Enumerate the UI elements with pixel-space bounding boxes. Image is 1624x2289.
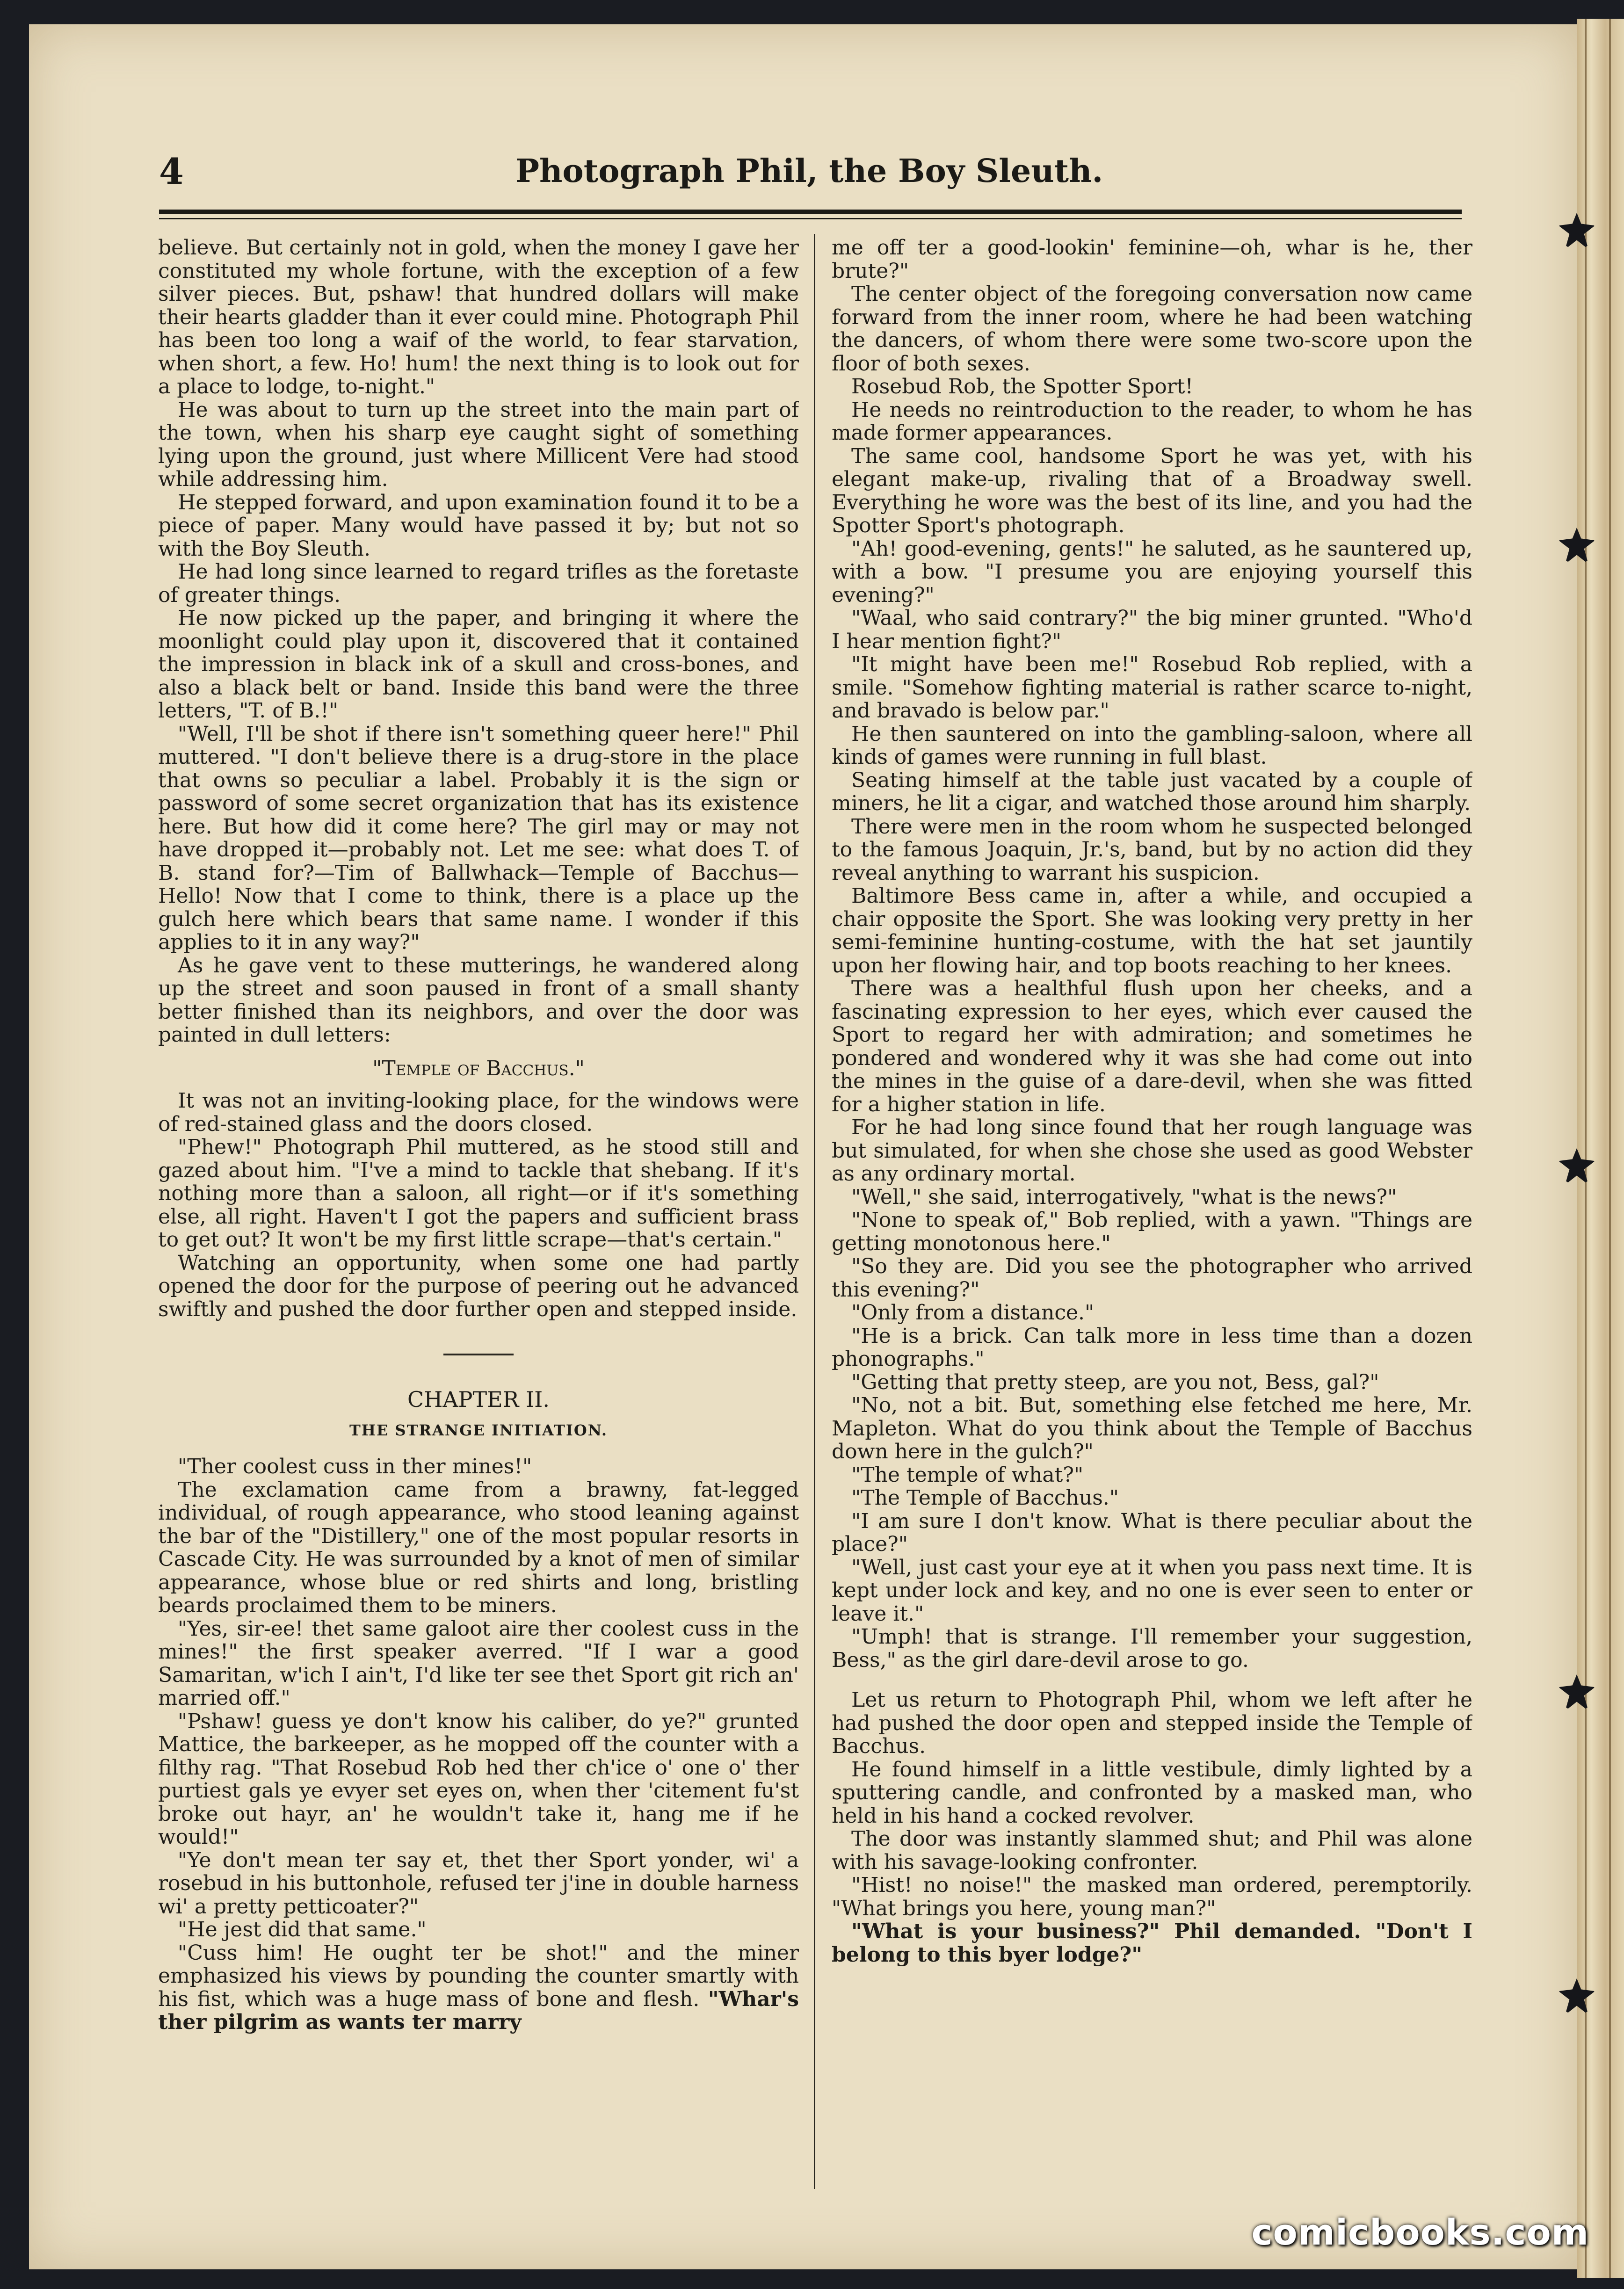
paragraph: "He jest did that same." — [178, 1918, 427, 1941]
paragraph: Rosebud Rob, the Spotter Sport! — [851, 375, 1194, 398]
paragraph: The same cool, handsome Sport he was yet, with his elegant make-up, rivaling that of a Broadway swell. Everything he wore was the best of its line, and you had the Spotter Sport's photograph. — [832, 444, 1472, 537]
paragraph: "The temple of what?" — [851, 1463, 1084, 1487]
page-edge-line — [1585, 19, 1587, 2278]
paragraph: Seating himself at the table just vacated by a couple of miners, he lit a cigar, and watched those around him sharply. — [832, 768, 1472, 815]
paragraph: "Well," she said, interrogatively, "what is the news?" — [851, 1185, 1397, 1209]
paragraph: "So they are. Did you see the photographer who arrived this evening?" — [832, 1254, 1472, 1302]
paragraph: Baltimore Bess came in, after a while, and occupied a chair opposite the Sport. She was looking very pretty in her semi-feminine hunting-costume, with the hat set jauntily upon her flowing hair, and top boots reaching to her knees. — [832, 884, 1472, 978]
page-edge-line — [1609, 19, 1611, 2278]
site-watermark: comicbooks.com — [1251, 2211, 1589, 2253]
paragraph-text: "Cuss him! He ought ter be shot!" and the miner emphasized his views by pounding the counter smartly with his fist, which was a huge mass of bone and flesh. — [158, 1941, 799, 2011]
section-gap — [832, 1672, 1472, 1688]
paragraph: "Well, I'll be shot if there isn't something queer here!" Phil muttered. "I don't believe there is a drug-store in the place that owns so peculiar a label. Probably it is the sign or password of some secret organization that has its existence here. But how did it come here? The girl may or may not have dropped it—probably not. Let me see: what does T. of B. stand for?—Tim of Ballwhack—Temple of Bacchus— Hello! Now that I come to think, there is a place up the gulch here which bears that same name. I wonder if this applies to it in any way?" — [158, 722, 799, 954]
paragraph: "Only from a distance." — [851, 1301, 1095, 1325]
paragraph: "Pshaw! guess ye don't know his caliber, do ye?" grunted Mattice, the barkeeper, as he mopped off the counter with a filthy rag. "That Rosebud Rob hed ther ch'ice o' one o' ther purtiest gals ye evyer set eyes on, when ther 'citement fu'st broke out hayr, an' he wouldn't take it, hang me if he would!" — [158, 1709, 799, 1849]
paragraph: He had long since learned to regard trifles as the foretaste of greater things. — [158, 560, 799, 607]
paragraph: There were men in the room whom he suspected belonged to the famous Joaquin, Jr.'s, band, but by no action did they reveal anything to warrant his suspicion. — [832, 814, 1472, 885]
paragraph: As he gave vent to these mutterings, he wandered along up the street and soon paused in front of a small shanty better finished than its neighbors, and over the door was painted in dull letters: — [158, 953, 799, 1047]
paragraph: "I am sure I don't know. What is there peculiar about the place?" — [832, 1509, 1472, 1556]
paragraph: It was not an inviting-looking place, for the windows were of red-stained glass and the doors closed. — [158, 1089, 799, 1136]
next-page-edge — [1577, 19, 1624, 2278]
right-column — [832, 236, 1472, 2201]
section-rule — [443, 1354, 514, 1355]
paragraph: "Ye don't mean ter say et, thet ther Sport yonder, wi' a rosebud in his buttonhole, refused ter j'ine in double harness wi' a pretty petticoater?" — [158, 1848, 799, 1919]
paragraph: "What is your business?" Phil demanded. "Don't I belong to this byer lodge?" — [832, 1920, 1472, 1967]
paragraph: "Phew!" Photograph Phil muttered, as he stood still and gazed about him. "I've a mind to tackle that shebang. If it's nothing more than a saloon, all right—or if it's something else, all right. Haven't I got the papers and sufficient brass to get out? It won't be my first little scrape—that's certain." — [158, 1135, 799, 1252]
paragraph: "The Temple of Bacchus." — [851, 1486, 1119, 1510]
header-rule-thin — [159, 218, 1462, 219]
page-number: 4 — [159, 151, 184, 192]
chapter-title: THE STRANGE INITIATION. — [349, 1421, 608, 1439]
running-title: Photograph Phil, the Boy Sleuth. — [515, 152, 1103, 190]
paragraph: "He is a brick. Can talk more in less time than a dozen phonographs." — [832, 1324, 1472, 1371]
paragraph: "Ah! good-evening, gents!" he saluted, as he sauntered up, with a bow. "I presume you are enjoying yourself this evening?" — [832, 536, 1472, 607]
paragraph: He found himself in a little vestibule, dimly lighted by a sputtering candle, and confronted by a masked man, who held in his hand a cocked revolver. — [832, 1757, 1472, 1828]
paragraph: For he had long since found that her rough language was but simulated, for when she chose she used as good Webster as any ordinary mortal. — [832, 1116, 1472, 1186]
paragraph: Let us return to Photograph Phil, whom we left after he had pushed the door open and stepped inside the Temple of Bacchus. — [832, 1688, 1472, 1758]
paragraph: "Waal, who said contrary?" the big miner grunted. "Who'd I hear mention fight?" — [832, 606, 1472, 653]
paragraph: He was about to turn up the street into the main part of the town, when his sharp eye caught sight of something lying upon the ground, just where Millicent Vere had stood while addressing him. — [158, 398, 799, 491]
paragraph: "Umph! that is strange. I'll remember your suggestion, Bess," as the girl dare-devil arose to go. — [832, 1625, 1472, 1672]
paragraph: The center object of the foregoing conversation now came forward from the inner room, where he had been watching the dancers, of whom there were some two-score upon the floor of both sexes. — [832, 282, 1472, 376]
paragraph: "No, not a bit. But, something else fetched me here, Mr. Mapleton. What do you think about the Temple of Bacchus down here in the gulch?" — [832, 1393, 1472, 1463]
temple-sign-text: "Temple of Bacchus." — [372, 1056, 585, 1080]
paragraph: "It might have been me!" Rosebud Rob replied, with a smile. "Somehow fighting material is rather scarce to-night, and bravado is below par." — [832, 652, 1472, 723]
header-rule-thick — [159, 210, 1462, 214]
paragraph: The door was instantly slammed shut; and Phil was alone with his savage-looking confronter. — [832, 1827, 1472, 1874]
page-header — [159, 146, 1459, 197]
paragraph — [158, 1941, 799, 2034]
paragraph: There was a healthful flush upon her cheeks, and a fascinating expression to her eyes, which ever caused the Sport to regard her with admiration; and sometimes he pondered and wondered why it was she had come out into the mines in the guise of a dare-devil, when she was fitted for a higher station in life. — [832, 977, 1472, 1116]
paragraph: The exclamation came from a brawny, fat-legged individual, of rough appearance, who stood leaning against the bar of the "Distillery," one of the most popular resorts in Cascade City. He was surrounded by a knot of men of similar appearance, whose blue or red shirts and long, bristling beards proclaimed them to be miners. — [158, 1478, 799, 1617]
paragraph: "Hist! no noise!" the masked man ordered, peremptorily. "What brings you here, young man?" — [832, 1873, 1472, 1920]
paragraph: He stepped forward, and upon examination found it to be a piece of paper. Many would have passed it by; but not so with the Boy Sleuth. — [158, 490, 799, 561]
left-column — [158, 236, 799, 2201]
paragraph: He then sauntered on into the gambling-saloon, where all kinds of games were running in full blast. — [832, 722, 1472, 769]
bold-quote: "Whar's ther pilgrim as wants ter marry — [158, 1987, 799, 2034]
column-divider — [814, 234, 815, 2189]
paragraph: He now picked up the paper, and bringing it where the moonlight could play upon it, discovered that it contained the impression in black ink of a skull and cross-bones, and also a black belt or band. Inside this band were the three letters, "T. of B.!" — [158, 606, 799, 723]
paragraph: "Well, just cast your eye at it when you pass next time. It is kept under lock and key, and no one is ever seen to enter or leave it." — [832, 1555, 1472, 1626]
paragraph: "Yes, sir-ee! thet same galoot aire ther coolest cuss in the mines!" the first speaker averred. "If I war a good Samaritan, w'ich I ain't, I'd like ter see thet Sport git rich an' married off." — [158, 1616, 799, 1710]
paragraph: "Ther coolest cuss in ther mines!" — [178, 1455, 532, 1478]
paragraph: me off ter a good-lookin' feminine—oh, whar is he, ther brute?" — [832, 236, 1472, 283]
paragraph: Watching an opportunity, when some one had partly opened the door for the purpose of peering out he advanced swiftly and pushed the door further open and stepped inside. — [158, 1251, 799, 1321]
chapter-heading: CHAPTER II. — [407, 1387, 550, 1412]
paragraph: He needs no reintroduction to the reader, to whom he has made former appearances. — [832, 398, 1472, 445]
paragraph: "Getting that pretty steep, are you not, Bess, gal?" — [851, 1370, 1379, 1394]
paragraph: believe. But certainly not in gold, when the money I gave her constituted my whole fortune, with the exception of a few silver pieces. But, pshaw! that hundred dollars will make their hearts gladder than it ever could mine. Photograph Phil has been too long a waif of the world, to fear starvation, when short, a few. Ho! hum! the next thing is to look out for a place to lodge, to-night." — [158, 236, 799, 398]
paragraph: "None to speak of," Bob replied, with a yawn. "Things are getting monotonous here." — [832, 1208, 1472, 1255]
